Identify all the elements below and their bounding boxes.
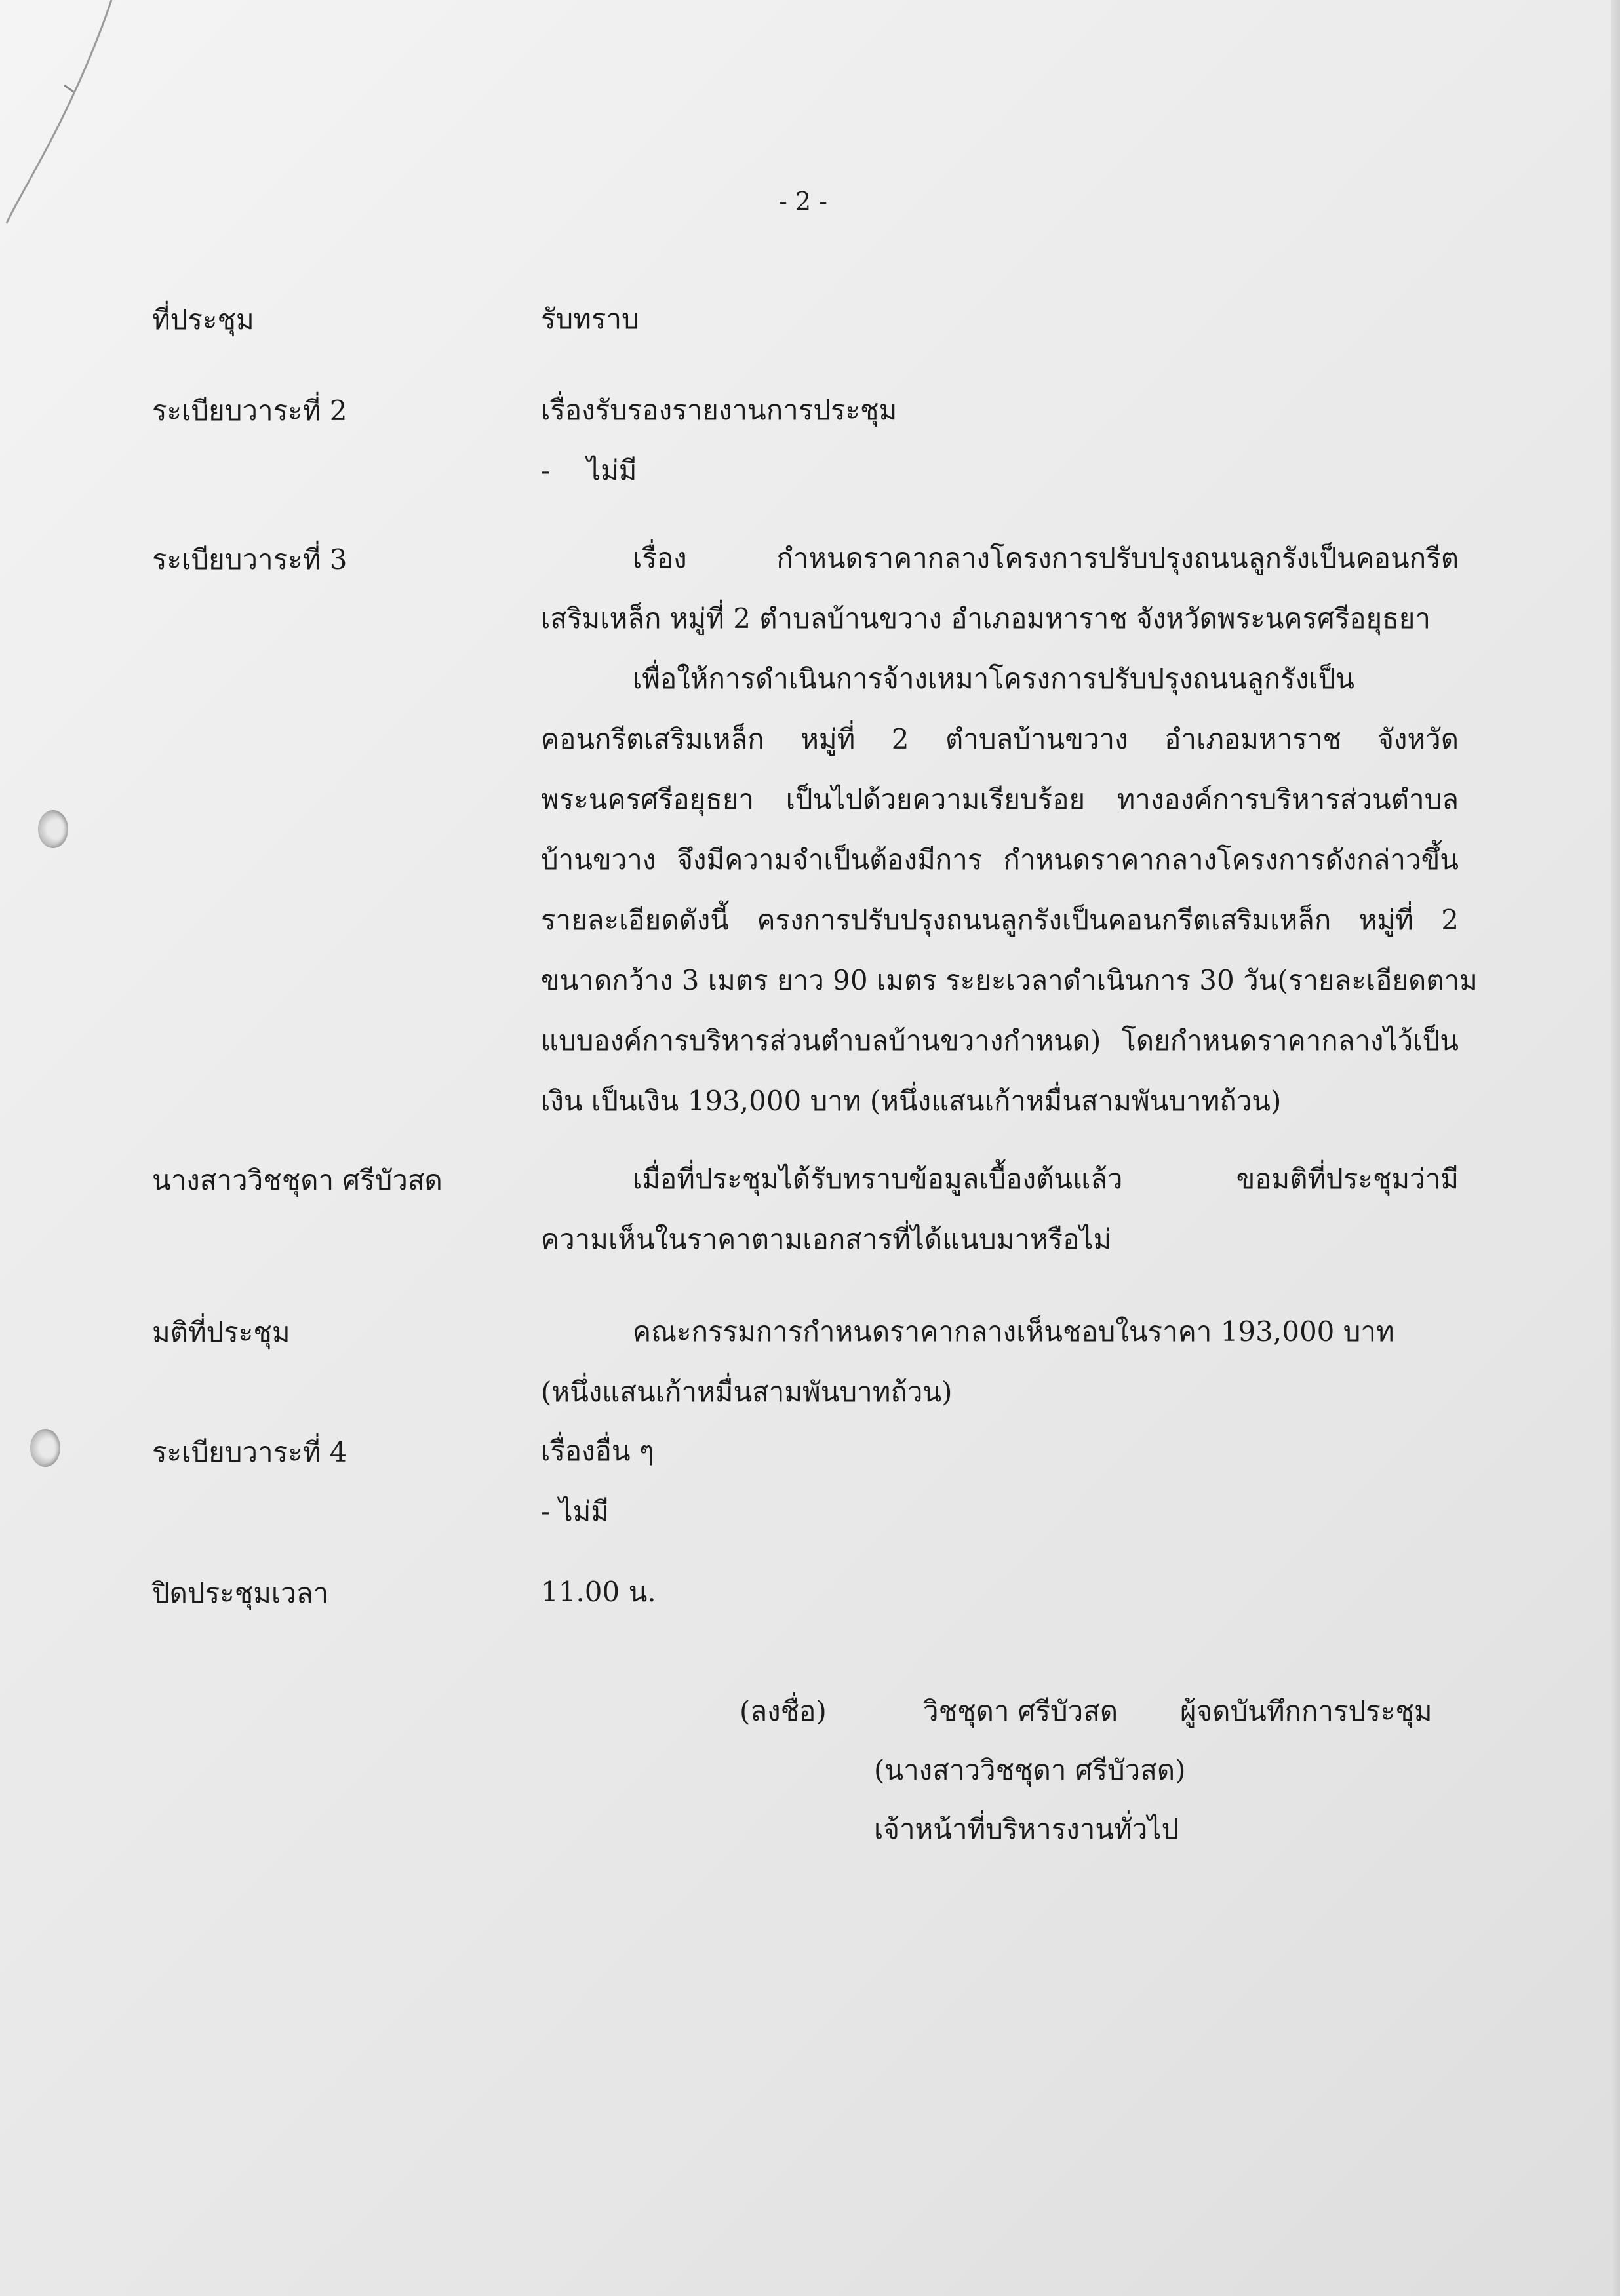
agenda-4-content [541,1421,1459,1542]
agenda-3-line: เสริมเหล็ก หมู่ที่ 2 ตำบลบ้านขวาง อำเภอมหาราช จังหวัดพระนครศรีอยุธยา [541,602,1431,634]
speaker-line: เมื่อที่ประชุมได้รับทราบข้อมูลเบื้องต้นแล้ว ขอมติที่ประชุมว่ามี [633,1163,1459,1195]
agenda-3-line: คอนกรีตเสริมเหล็ก หมู่ที่ 2 ตำบลบ้านขวาง อำเภอมหาราช จังหวัด [541,723,1459,755]
agenda-4-title: เรื่องอื่น ๆ [541,1435,654,1467]
acknowledge-text: รับทราบ [541,303,639,335]
agenda-3-line: ขนาดกว้าง 3 เมตร ยาว 90 เมตร ระยะเวลาดำเนินการ 30 วัน(รายละเอียดตาม [541,964,1478,996]
punch-hole [38,810,68,848]
acknowledge-label: ที่ประชุม [152,303,254,336]
page-number: - 2 - [778,187,827,216]
speaker-label: นางสาววิชชุดา ศรีบัวสด [152,1164,443,1196]
acknowledge-content [541,289,1459,349]
agenda-3-line: เพื่อให้การดำเนินการจ้างเหมาโครงการปรับปรุงถนนลูกรังเป็น [633,663,1354,695]
signed-label: (ลงชื่อ) [740,1695,827,1727]
agenda-3-line: รายละเอียดดังนี้ ครงการปรับปรุงถนนลูกรังเป็นคอนกรีตเสริมเหล็ก หมู่ที่ 2 [541,904,1459,936]
paper-fold-mark [0,0,131,236]
agenda-3-line: เรื่อง กำหนดราคากลางโครงการปรับปรุงถนนลูกรังเป็นคอนกรีต [633,542,1459,574]
speaker-content [541,1149,1459,1270]
agenda-2-title: เรื่องรับรองรายงานการประชุม [541,394,898,426]
signer-role: ผู้จดบันทึกการประชุม [1180,1695,1432,1727]
agenda-3-line: เงิน เป็นเงิน 193,000 บาท (หนึ่งแสนเก้าหมื่นสามพันบาทถ้วน) [541,1085,1282,1117]
resolution-line: (หนึ่งแสนเก้าหมื่นสามพันบาทถ้วน) [541,1376,953,1408]
agenda-3-label: ระเบียบวาระที่ 3 [152,543,347,575]
agenda-2-item [541,440,1459,501]
closing-label: ปิดประชุมเวลา [152,1577,329,1609]
resolution-label: มติที่ประชุม [152,1316,290,1348]
agenda-4-item: - ไม่มี [541,1495,610,1527]
resolution-content [541,1302,1459,1422]
closing-content [541,1562,1459,1622]
agenda-2-content [541,380,1459,501]
agenda-2-label: ระเบียบวาระที่ 2 [152,395,347,427]
signer-position: เจ้าหน้าที่บริหารงานทั่วไป [874,1813,1179,1845]
speaker-line: ความเห็นในราคาตามเอกสารที่ได้แนบมาหรือไม่ [541,1223,1112,1255]
agenda-3-content [541,528,1478,1131]
agenda-4-label: ระเบียบวาระที่ 4 [152,1436,347,1468]
closing-time: 11.00 น. [541,1576,656,1608]
agenda-2-item-text: ไม่มี [587,454,637,486]
page-edge-shadow [1611,0,1620,2296]
agenda-3-line: บ้านขวาง จึงมีความจำเป็นต้องมีการ กำหนดราคากลางโครงการดังกล่าวขึ้น [541,844,1459,876]
punch-hole [30,1429,60,1467]
resolution-line: คณะกรรมการกำหนดราคากลางเห็นชอบในราคา 193,000 บาท [633,1315,1394,1348]
dash-mark: - [541,454,551,486]
agenda-3-line: พระนครศรีอยุธยา เป็นไปด้วยความเรียบร้อย ทางองค์การบริหารส่วนตำบล [541,783,1459,815]
agenda-3-line: แบบองค์การบริหารส่วนตำบลบ้านขวางกำหนด) โดยกำหนดราคากลางไว้เป็น [541,1024,1459,1057]
signer-name: วิชชุดา ศรีบัวสด [923,1695,1118,1727]
signer-full-name: (นางสาววิชชุดา ศรีบัวสด) [874,1754,1186,1786]
